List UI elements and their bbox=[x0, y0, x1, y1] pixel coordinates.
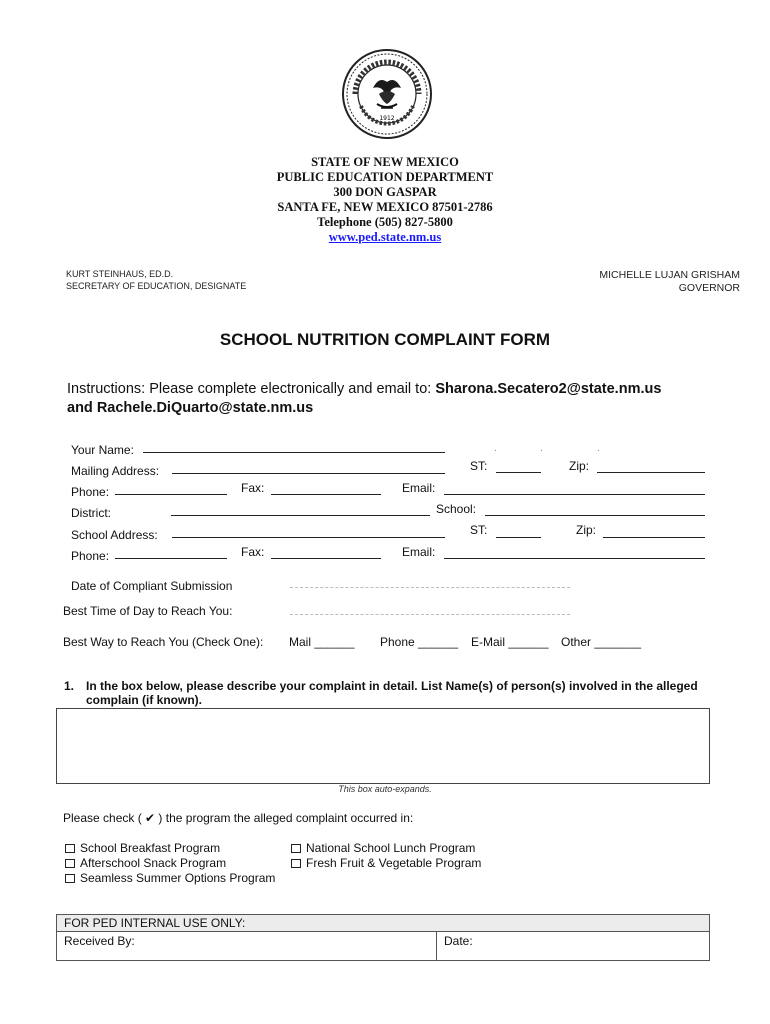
email-input-1[interactable] bbox=[444, 494, 705, 495]
phone-input-2[interactable] bbox=[115, 558, 227, 559]
program-afterschool[interactable] bbox=[65, 856, 226, 870]
checkbox-icon[interactable] bbox=[65, 859, 75, 868]
phone-label-1: Phone: bbox=[71, 485, 110, 499]
phone-label-2: Phone: bbox=[71, 549, 110, 563]
your-name-label: Your Name: bbox=[71, 443, 134, 457]
program-breakfast[interactable] bbox=[65, 841, 220, 855]
tick-mark: . bbox=[540, 443, 543, 454]
department-name: PUBLIC EDUCATION DEPARTMENT bbox=[276, 170, 494, 184]
program-fruit-veg-label: Fresh Fruit & Vegetable Program bbox=[306, 856, 482, 870]
auto-expand-note: This box auto-expands. bbox=[338, 784, 432, 794]
svg-text:1912: 1912 bbox=[379, 115, 395, 122]
zip-input-1[interactable] bbox=[597, 472, 705, 473]
school-input[interactable] bbox=[485, 515, 705, 516]
school-label: School: bbox=[436, 502, 477, 516]
option-mail[interactable]: Mail ______ bbox=[289, 635, 355, 649]
fax-label-2: Fax: bbox=[241, 545, 265, 559]
checkbox-icon[interactable] bbox=[65, 844, 75, 853]
state-label-1: ST: bbox=[470, 459, 488, 473]
option-email[interactable]: E-Mail ______ bbox=[471, 635, 549, 649]
date-cell[interactable]: Date: bbox=[444, 934, 473, 948]
state-name: STATE OF NEW MEXICO bbox=[311, 155, 459, 169]
received-by-cell[interactable]: Received By: bbox=[57, 932, 437, 961]
internal-use-row bbox=[57, 932, 709, 961]
email-label-1: Email: bbox=[402, 481, 436, 495]
date-submission-input[interactable] bbox=[290, 587, 570, 588]
governor-name: MICHELLE LUJAN GRISHAM bbox=[599, 269, 740, 281]
best-time-label: Best Time of Day to Reach You: bbox=[63, 604, 233, 618]
form-title: SCHOOL NUTRITION COMPLAINT FORM bbox=[219, 330, 551, 349]
email-link-2[interactable]: Rachele.DiQuarto@state.nm.us bbox=[96, 400, 314, 416]
program-summer-label: Seamless Summer Options Program bbox=[80, 871, 276, 885]
option-phone[interactable]: Phone ______ bbox=[380, 635, 459, 649]
program-check-prompt: Please check ( ✔ ) the program the alleged complaint occurred in: bbox=[63, 811, 414, 825]
fax-label-1: Fax: bbox=[241, 481, 265, 495]
program-afterschool-label: Afterschool Snack Program bbox=[80, 856, 227, 870]
program-breakfast-label: School Breakfast Program bbox=[80, 841, 221, 855]
email-input-2[interactable] bbox=[444, 558, 705, 559]
governor-block bbox=[599, 269, 740, 295]
date-submission-label: Date of Compliant Submission bbox=[71, 579, 233, 593]
program-summer[interactable] bbox=[65, 871, 275, 885]
program-fruit-veg[interactable] bbox=[291, 856, 481, 870]
question-1 bbox=[64, 679, 714, 707]
tick-mark: . bbox=[597, 443, 600, 454]
letterhead bbox=[0, 155, 770, 245]
phone-input-1[interactable] bbox=[115, 494, 227, 495]
best-way-label: Best Way to Reach You (Check One): bbox=[63, 635, 264, 649]
fax-input-1[interactable] bbox=[271, 494, 381, 495]
email-label-2: Email: bbox=[402, 545, 436, 559]
option-other[interactable]: Other _______ bbox=[561, 635, 642, 649]
internal-use-header: FOR PED INTERNAL USE ONLY: bbox=[57, 915, 709, 932]
website-link[interactable]: www.ped.state.nm.us bbox=[328, 230, 442, 244]
question-text: In the box below, please describe your complaint in detail. List Name(s) of person(s) involved in the alleged complain (if known). bbox=[86, 679, 698, 707]
secretary-title: SECRETARY OF EDUCATION, DESIGNATE bbox=[66, 280, 247, 291]
zip-input-2[interactable] bbox=[603, 537, 705, 538]
program-lunch-label: National School Lunch Program bbox=[306, 841, 476, 855]
zip-label-1: Zip: bbox=[569, 459, 590, 473]
your-name-input[interactable] bbox=[143, 452, 445, 453]
instructions bbox=[67, 380, 747, 418]
state-seal-logo bbox=[341, 48, 433, 140]
program-lunch[interactable] bbox=[291, 841, 475, 855]
district-input[interactable] bbox=[171, 515, 430, 516]
state-label-2: ST: bbox=[470, 523, 488, 537]
checkbox-icon[interactable] bbox=[291, 859, 301, 868]
secretary-name: KURT STEINHAUS, ED.D. bbox=[66, 269, 174, 279]
mailing-address-input[interactable] bbox=[172, 473, 445, 474]
complaint-description-box[interactable] bbox=[56, 708, 710, 784]
district-label: District: bbox=[71, 506, 111, 520]
school-address-input[interactable] bbox=[172, 537, 445, 538]
state-input-2[interactable] bbox=[496, 537, 541, 538]
internal-use-table bbox=[56, 914, 710, 961]
checkbox-icon[interactable] bbox=[65, 874, 75, 883]
instructions-prefix: Instructions: Please complete electronically and email to: bbox=[67, 381, 436, 397]
school-address-label: School Address: bbox=[71, 528, 158, 542]
instructions-connector: and bbox=[67, 400, 97, 416]
mailing-address-label: Mailing Address: bbox=[71, 464, 160, 478]
email-link-1[interactable]: Sharona.Secatero2@state.nm.us bbox=[435, 381, 662, 397]
tick-mark: . bbox=[494, 443, 497, 454]
question-number: 1. bbox=[64, 679, 75, 693]
street-address: 300 DON GASPAR bbox=[333, 185, 437, 199]
fax-input-2[interactable] bbox=[271, 558, 381, 559]
state-input-1[interactable] bbox=[496, 472, 541, 473]
checkbox-icon[interactable] bbox=[291, 844, 301, 853]
governor-title: GOVERNOR bbox=[678, 282, 740, 294]
telephone: Telephone (505) 827-5800 bbox=[317, 215, 453, 229]
zip-label-2: Zip: bbox=[576, 523, 597, 537]
best-time-input[interactable] bbox=[290, 614, 570, 615]
secretary-block bbox=[66, 269, 246, 292]
city-address: SANTA FE, NEW MEXICO 87501-2786 bbox=[277, 200, 493, 214]
